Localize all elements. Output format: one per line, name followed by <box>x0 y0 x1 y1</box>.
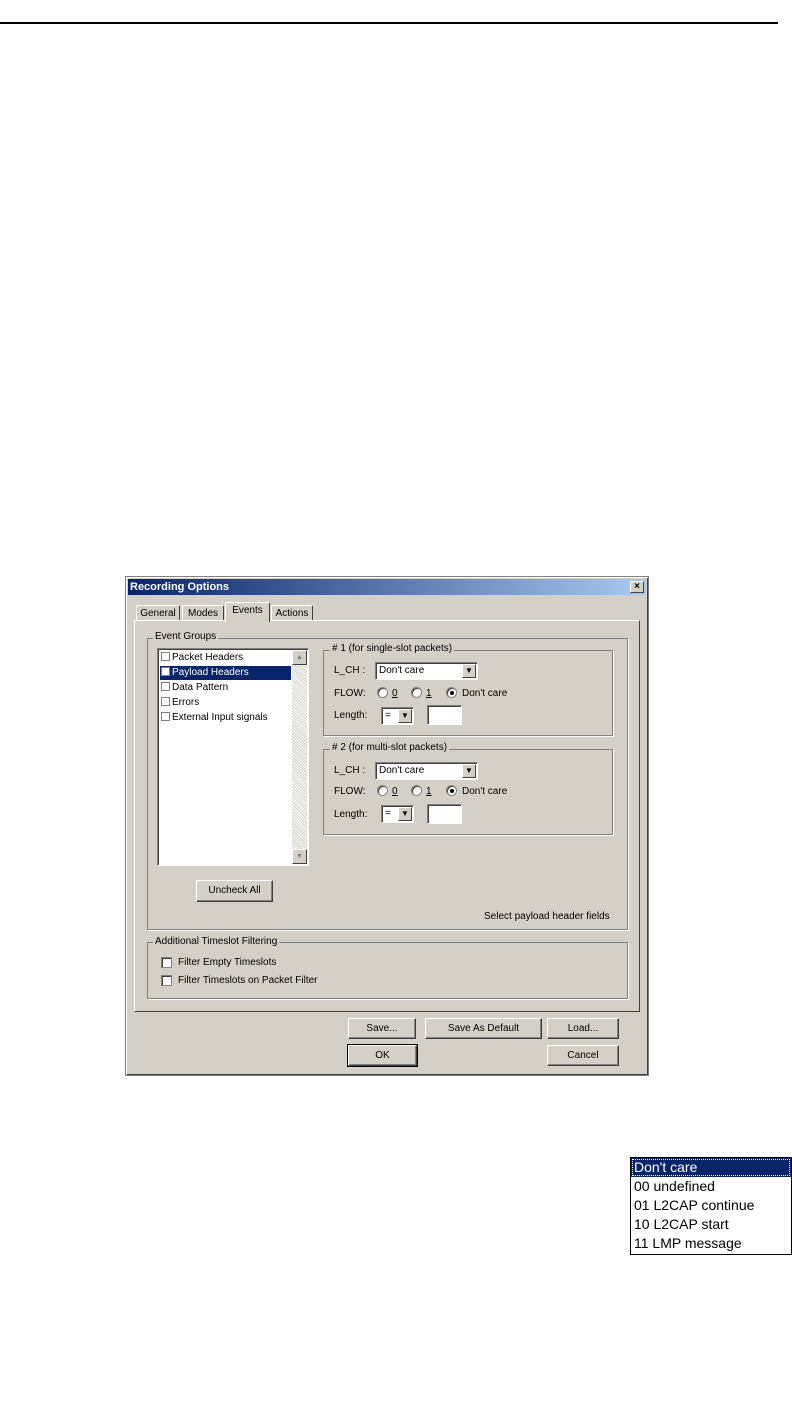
multi-slot-label: # 2 (for multi-slot packets) <box>332 742 448 753</box>
dropdown-option-01[interactable]: 01 L2CAP continue <box>634 1197 755 1213</box>
length-op-combo-2[interactable] <box>381 805 414 823</box>
timeslot-filtering-label: Additional Timeslot Filtering <box>155 936 278 947</box>
checkbox-icon[interactable] <box>161 652 170 661</box>
list-item-external-input[interactable] <box>160 711 291 725</box>
payload-hint-text: Select payload header fields <box>484 911 610 922</box>
flow-radio-0[interactable] <box>377 687 388 698</box>
checkbox-icon[interactable] <box>161 697 170 706</box>
tab-general[interactable]: General <box>136 605 180 621</box>
length-op-value: = <box>385 710 391 721</box>
list-item-data-pattern[interactable] <box>160 681 291 695</box>
tab-actions[interactable]: Actions <box>271 605 313 621</box>
flow-option-label: Don't care <box>462 688 508 699</box>
list-item-label: Errors <box>172 697 200 708</box>
flow-radio-0[interactable] <box>377 785 388 796</box>
cancel-button[interactable]: Cancel <box>547 1045 619 1066</box>
dialog-title: Recording Options <box>130 581 229 593</box>
dropdown-option-dont-care[interactable]: Don't care <box>631 1158 791 1177</box>
flow-option-label: Don't care <box>462 786 508 797</box>
list-item-label: Data Pattern <box>172 682 229 693</box>
checkbox-icon[interactable] <box>161 712 170 721</box>
event-groups-list[interactable] <box>157 648 309 866</box>
timeslot-filtering-box <box>147 942 628 999</box>
length-label: Length: <box>334 710 368 721</box>
flow-option-label: 0 <box>392 688 398 699</box>
length-input-2[interactable] <box>427 804 462 824</box>
list-item-label: Packet Headers <box>172 652 244 663</box>
chevron-down-icon[interactable]: ▼ <box>462 664 476 678</box>
dropdown-option-11[interactable]: 11 LMP message <box>634 1235 742 1251</box>
flow-label: FLOW: <box>334 688 366 699</box>
filter-empty-label: Filter Empty Timeslots <box>178 957 277 968</box>
lch-combo-value: Don't care <box>379 665 425 676</box>
page-top-rule <box>0 22 778 24</box>
flow-label: FLOW: <box>334 786 366 797</box>
lch-dropdown-list[interactable] <box>630 1157 792 1255</box>
flow-radio-dont-care[interactable] <box>446 687 457 698</box>
lch-combo-2[interactable] <box>375 762 478 780</box>
scroll-down-icon[interactable]: ▼ <box>292 849 307 864</box>
scroll-up-icon[interactable]: ▲ <box>292 650 307 665</box>
list-item-label: External Input signals <box>172 712 268 723</box>
filter-packet-label: Filter Timeslots on Packet Filter <box>178 975 318 986</box>
dialog-title-bar[interactable] <box>128 579 646 595</box>
filter-packet-checkbox[interactable] <box>161 975 172 986</box>
chevron-down-icon[interactable]: ▼ <box>462 764 476 778</box>
list-item-label: Payload Headers <box>172 667 249 678</box>
save-button[interactable]: Save... <box>348 1018 416 1039</box>
flow-option-label: 1 <box>426 688 432 699</box>
lch-combo-value: Don't care <box>379 765 425 776</box>
dropdown-option-00[interactable]: 00 undefined <box>634 1178 715 1194</box>
chevron-down-icon[interactable]: ▼ <box>398 807 412 821</box>
dropdown-option-10[interactable]: 10 L2CAP start <box>634 1216 729 1232</box>
list-item-errors[interactable] <box>160 696 291 710</box>
flow-option-label: 1 <box>426 786 432 797</box>
checkbox-icon[interactable] <box>161 682 170 691</box>
uncheck-all-button[interactable]: Uncheck All <box>196 880 273 902</box>
load-button[interactable]: Load... <box>547 1018 619 1039</box>
chevron-down-icon[interactable]: ▼ <box>398 709 412 723</box>
lch-label: L_CH : <box>334 665 366 676</box>
lch-combo-1[interactable] <box>375 662 478 680</box>
filter-empty-checkbox[interactable] <box>161 957 172 968</box>
event-groups-label: Event Groups <box>155 631 217 642</box>
list-scrollbar[interactable] <box>292 650 307 864</box>
flow-radio-1[interactable] <box>411 687 422 698</box>
flow-radio-dont-care[interactable] <box>446 785 457 796</box>
lch-label: L_CH : <box>334 765 366 776</box>
tab-events[interactable]: Events <box>225 602 270 622</box>
ok-button[interactable]: OK <box>348 1045 417 1066</box>
checkbox-icon[interactable] <box>161 667 170 676</box>
single-slot-label: # 1 (for single-slot packets) <box>332 643 453 654</box>
save-as-default-button[interactable]: Save As Default <box>425 1018 542 1039</box>
list-item-payload-headers[interactable] <box>160 666 291 680</box>
close-icon[interactable]: × <box>630 581 644 593</box>
length-label: Length: <box>334 809 368 820</box>
length-op-combo-1[interactable] <box>381 707 414 725</box>
length-op-value: = <box>385 808 391 819</box>
flow-option-label: 0 <box>392 786 398 797</box>
flow-radio-1[interactable] <box>411 785 422 796</box>
list-item-packet-headers[interactable] <box>160 651 291 665</box>
length-input-1[interactable] <box>427 705 462 725</box>
tab-modes[interactable]: Modes <box>182 605 224 621</box>
